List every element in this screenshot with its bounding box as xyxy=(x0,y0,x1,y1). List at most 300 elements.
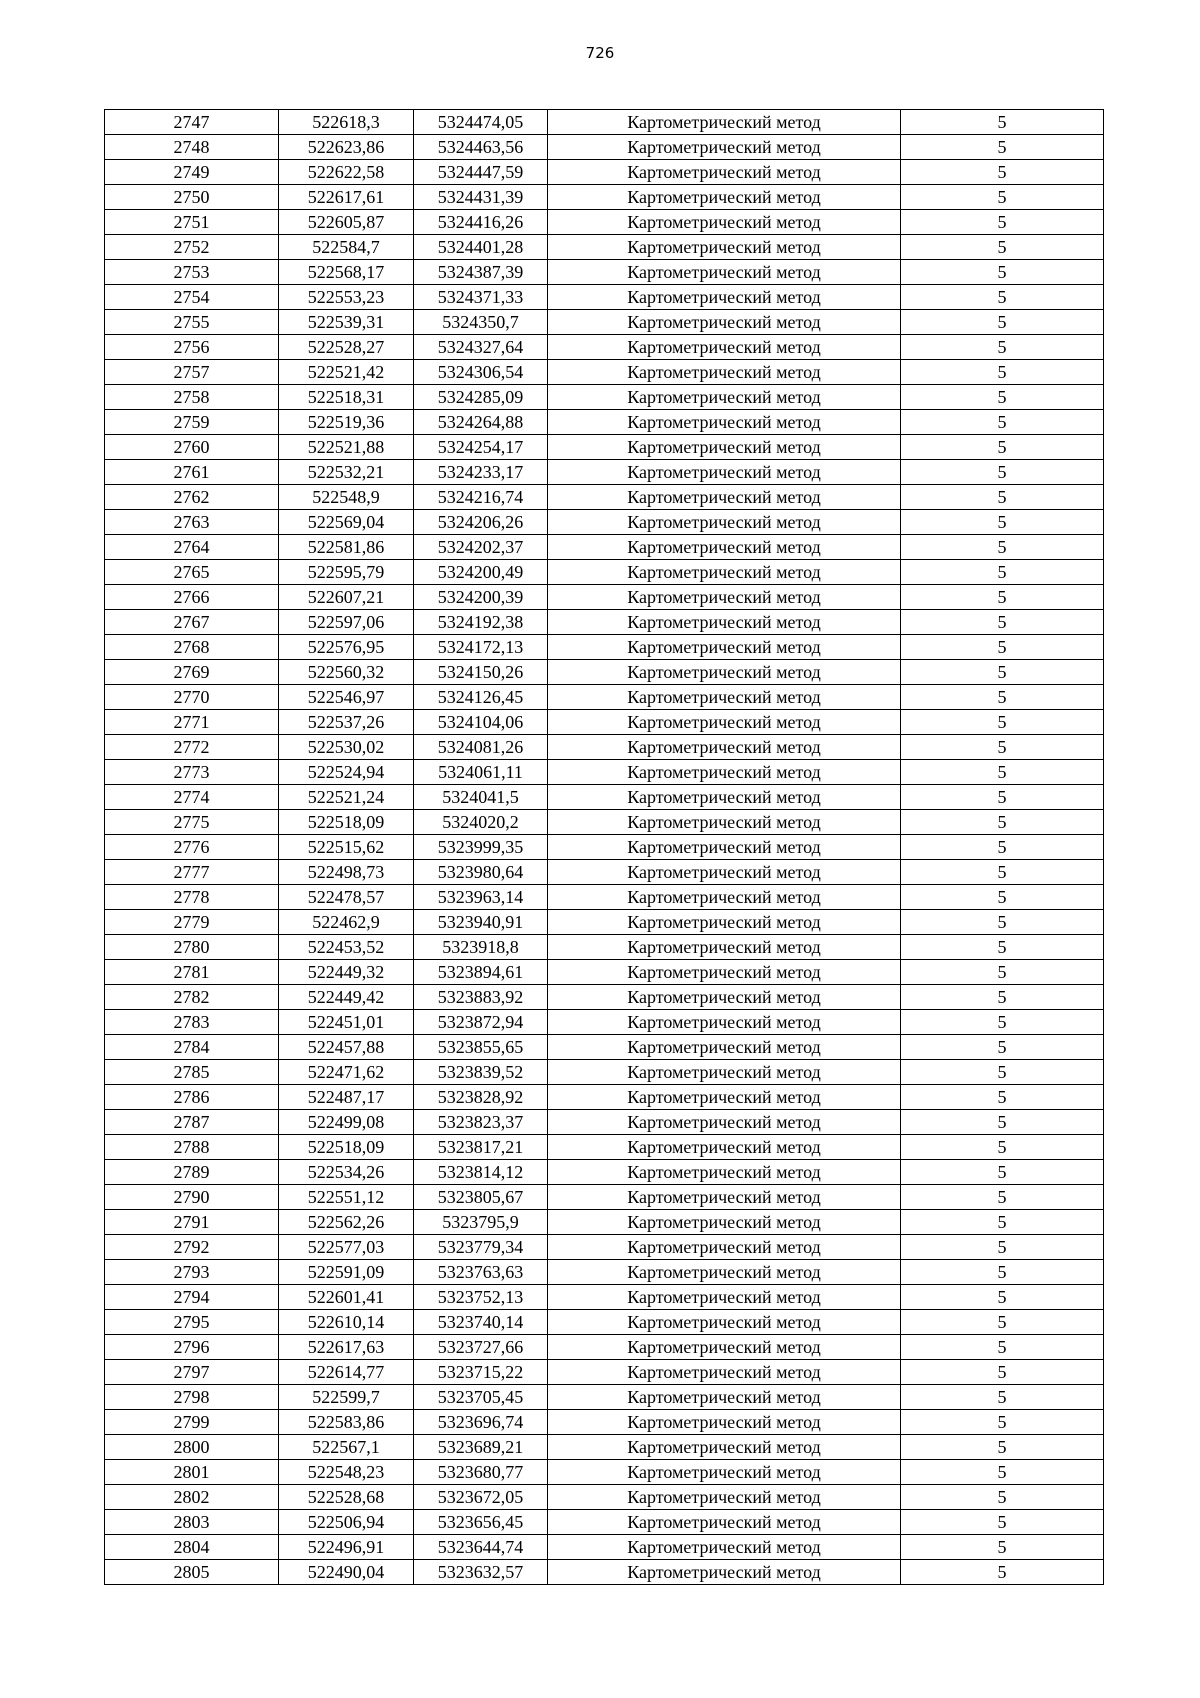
accuracy-cell: 5 xyxy=(901,635,1104,660)
method-cell: Картометрический метод xyxy=(548,1310,901,1335)
method-cell: Картометрический метод xyxy=(548,110,901,135)
table-row xyxy=(105,1135,1104,1160)
accuracy-cell: 5 xyxy=(901,785,1104,810)
table-row xyxy=(105,1285,1104,1310)
point-number-cell: 2780 xyxy=(105,935,279,960)
x-coordinate-cell: 522548,9 xyxy=(279,485,414,510)
method-cell: Картометрический метод xyxy=(548,1260,901,1285)
table-row xyxy=(105,1460,1104,1485)
y-coordinate-cell: 5324350,7 xyxy=(414,310,548,335)
y-coordinate-cell: 5324447,59 xyxy=(414,160,548,185)
point-number-cell: 2761 xyxy=(105,460,279,485)
x-coordinate-cell: 522490,04 xyxy=(279,1560,414,1585)
x-coordinate-cell: 522622,58 xyxy=(279,160,414,185)
point-number-cell: 2804 xyxy=(105,1535,279,1560)
point-number-cell: 2777 xyxy=(105,860,279,885)
table-row xyxy=(105,260,1104,285)
x-coordinate-cell: 522601,41 xyxy=(279,1285,414,1310)
table-row xyxy=(105,1260,1104,1285)
point-number-cell: 2750 xyxy=(105,185,279,210)
method-cell: Картометрический метод xyxy=(548,935,901,960)
table-row xyxy=(105,485,1104,510)
table-row xyxy=(105,560,1104,585)
point-number-cell: 2788 xyxy=(105,1135,279,1160)
method-cell: Картометрический метод xyxy=(548,885,901,910)
x-coordinate-cell: 522583,86 xyxy=(279,1410,414,1435)
accuracy-cell: 5 xyxy=(901,1110,1104,1135)
table-row xyxy=(105,135,1104,160)
method-cell: Картометрический метод xyxy=(548,1285,901,1310)
y-coordinate-cell: 5323696,74 xyxy=(414,1410,548,1435)
accuracy-cell: 5 xyxy=(901,260,1104,285)
method-cell: Картометрический метод xyxy=(548,835,901,860)
accuracy-cell: 5 xyxy=(901,135,1104,160)
x-coordinate-cell: 522449,32 xyxy=(279,960,414,985)
table-row xyxy=(105,1510,1104,1535)
table-row xyxy=(105,460,1104,485)
point-number-cell: 2752 xyxy=(105,235,279,260)
accuracy-cell: 5 xyxy=(901,960,1104,985)
method-cell: Картометрический метод xyxy=(548,1435,901,1460)
method-cell: Картометрический метод xyxy=(548,1560,901,1585)
y-coordinate-cell: 5324020,2 xyxy=(414,810,548,835)
y-coordinate-cell: 5323715,22 xyxy=(414,1360,548,1385)
y-coordinate-cell: 5323656,45 xyxy=(414,1510,548,1535)
table-row xyxy=(105,860,1104,885)
method-cell: Картометрический метод xyxy=(548,1360,901,1385)
y-coordinate-cell: 5323752,13 xyxy=(414,1285,548,1310)
y-coordinate-cell: 5324200,39 xyxy=(414,585,548,610)
table-row xyxy=(105,585,1104,610)
method-cell: Картометрический метод xyxy=(548,760,901,785)
x-coordinate-cell: 522569,04 xyxy=(279,510,414,535)
point-number-cell: 2776 xyxy=(105,835,279,860)
y-coordinate-cell: 5324061,11 xyxy=(414,760,548,785)
method-cell: Картометрический метод xyxy=(548,1135,901,1160)
table-row xyxy=(105,1410,1104,1435)
y-coordinate-cell: 5323805,67 xyxy=(414,1185,548,1210)
accuracy-cell: 5 xyxy=(901,185,1104,210)
x-coordinate-cell: 522605,87 xyxy=(279,210,414,235)
y-coordinate-cell: 5323883,92 xyxy=(414,985,548,1010)
table-row xyxy=(105,1310,1104,1335)
y-coordinate-cell: 5324206,26 xyxy=(414,510,548,535)
point-number-cell: 2791 xyxy=(105,1210,279,1235)
table-row xyxy=(105,735,1104,760)
table-row xyxy=(105,960,1104,985)
y-coordinate-cell: 5324264,88 xyxy=(414,410,548,435)
x-coordinate-cell: 522560,32 xyxy=(279,660,414,685)
method-cell: Картометрический метод xyxy=(548,1335,901,1360)
accuracy-cell: 5 xyxy=(901,1235,1104,1260)
method-cell: Картометрический метод xyxy=(548,385,901,410)
accuracy-cell: 5 xyxy=(901,1460,1104,1485)
x-coordinate-cell: 522553,23 xyxy=(279,285,414,310)
accuracy-cell: 5 xyxy=(901,1410,1104,1435)
x-coordinate-cell: 522581,86 xyxy=(279,535,414,560)
accuracy-cell: 5 xyxy=(901,1560,1104,1585)
x-coordinate-cell: 522539,31 xyxy=(279,310,414,335)
method-cell: Картометрический метод xyxy=(548,535,901,560)
method-cell: Картометрический метод xyxy=(548,410,901,435)
x-coordinate-cell: 522498,73 xyxy=(279,860,414,885)
y-coordinate-cell: 5324172,13 xyxy=(414,635,548,660)
accuracy-cell: 5 xyxy=(901,885,1104,910)
x-coordinate-cell: 522597,06 xyxy=(279,610,414,635)
point-number-cell: 2798 xyxy=(105,1385,279,1410)
accuracy-cell: 5 xyxy=(901,1185,1104,1210)
point-number-cell: 2762 xyxy=(105,485,279,510)
y-coordinate-cell: 5324387,39 xyxy=(414,260,548,285)
table-row xyxy=(105,785,1104,810)
accuracy-cell: 5 xyxy=(901,1285,1104,1310)
x-coordinate-cell: 522457,88 xyxy=(279,1035,414,1060)
point-number-cell: 2803 xyxy=(105,1510,279,1535)
y-coordinate-cell: 5324306,54 xyxy=(414,360,548,385)
x-coordinate-cell: 522506,94 xyxy=(279,1510,414,1535)
y-coordinate-cell: 5323689,21 xyxy=(414,1435,548,1460)
y-coordinate-cell: 5324200,49 xyxy=(414,560,548,585)
method-cell: Картометрический метод xyxy=(548,1535,901,1560)
accuracy-cell: 5 xyxy=(901,860,1104,885)
y-coordinate-cell: 5323632,57 xyxy=(414,1560,548,1585)
y-coordinate-cell: 5323999,35 xyxy=(414,835,548,860)
x-coordinate-cell: 522584,7 xyxy=(279,235,414,260)
x-coordinate-cell: 522530,02 xyxy=(279,735,414,760)
point-number-cell: 2748 xyxy=(105,135,279,160)
method-cell: Картометрический метод xyxy=(548,185,901,210)
method-cell: Картометрический метод xyxy=(548,135,901,160)
accuracy-cell: 5 xyxy=(901,810,1104,835)
accuracy-cell: 5 xyxy=(901,910,1104,935)
point-number-cell: 2782 xyxy=(105,985,279,1010)
point-number-cell: 2758 xyxy=(105,385,279,410)
y-coordinate-cell: 5323894,61 xyxy=(414,960,548,985)
table-row xyxy=(105,1335,1104,1360)
accuracy-cell: 5 xyxy=(901,835,1104,860)
table-row xyxy=(105,360,1104,385)
point-number-cell: 2773 xyxy=(105,760,279,785)
table-row xyxy=(105,885,1104,910)
accuracy-cell: 5 xyxy=(901,1135,1104,1160)
accuracy-cell: 5 xyxy=(901,560,1104,585)
y-coordinate-cell: 5324327,64 xyxy=(414,335,548,360)
accuracy-cell: 5 xyxy=(901,1260,1104,1285)
accuracy-cell: 5 xyxy=(901,1310,1104,1335)
accuracy-cell: 5 xyxy=(901,985,1104,1010)
x-coordinate-cell: 522528,27 xyxy=(279,335,414,360)
accuracy-cell: 5 xyxy=(901,1010,1104,1035)
accuracy-cell: 5 xyxy=(901,1360,1104,1385)
accuracy-cell: 5 xyxy=(901,1085,1104,1110)
accuracy-cell: 5 xyxy=(901,1060,1104,1085)
accuracy-cell: 5 xyxy=(901,1385,1104,1410)
point-number-cell: 2763 xyxy=(105,510,279,535)
point-number-cell: 2787 xyxy=(105,1110,279,1135)
point-number-cell: 2770 xyxy=(105,685,279,710)
point-number-cell: 2760 xyxy=(105,435,279,460)
method-cell: Картометрический метод xyxy=(548,285,901,310)
table-row xyxy=(105,685,1104,710)
method-cell: Картометрический метод xyxy=(548,735,901,760)
y-coordinate-cell: 5323855,65 xyxy=(414,1035,548,1060)
accuracy-cell: 5 xyxy=(901,935,1104,960)
method-cell: Картометрический метод xyxy=(548,485,901,510)
point-number-cell: 2802 xyxy=(105,1485,279,1510)
method-cell: Картометрический метод xyxy=(548,785,901,810)
table-row xyxy=(105,1110,1104,1135)
y-coordinate-cell: 5323680,77 xyxy=(414,1460,548,1485)
page-number: 726 xyxy=(585,44,615,62)
table-row xyxy=(105,1010,1104,1035)
method-cell: Картометрический метод xyxy=(548,685,901,710)
table-row xyxy=(105,635,1104,660)
method-cell: Картометрический метод xyxy=(548,1060,901,1085)
x-coordinate-cell: 522576,95 xyxy=(279,635,414,660)
method-cell: Картометрический метод xyxy=(548,1035,901,1060)
method-cell: Картометрический метод xyxy=(548,1510,901,1535)
x-coordinate-cell: 522546,97 xyxy=(279,685,414,710)
y-coordinate-cell: 5324081,26 xyxy=(414,735,548,760)
x-coordinate-cell: 522591,09 xyxy=(279,1260,414,1285)
method-cell: Картометрический метод xyxy=(548,310,901,335)
y-coordinate-cell: 5323672,05 xyxy=(414,1485,548,1510)
y-coordinate-cell: 5324216,74 xyxy=(414,485,548,510)
point-number-cell: 2805 xyxy=(105,1560,279,1585)
point-number-cell: 2759 xyxy=(105,410,279,435)
table-row xyxy=(105,660,1104,685)
point-number-cell: 2790 xyxy=(105,1185,279,1210)
y-coordinate-cell: 5323839,52 xyxy=(414,1060,548,1085)
x-coordinate-cell: 522532,21 xyxy=(279,460,414,485)
coordinates-table-body xyxy=(105,110,1104,1585)
accuracy-cell: 5 xyxy=(901,335,1104,360)
point-number-cell: 2769 xyxy=(105,660,279,685)
point-number-cell: 2785 xyxy=(105,1060,279,1085)
accuracy-cell: 5 xyxy=(901,360,1104,385)
point-number-cell: 2767 xyxy=(105,610,279,635)
method-cell: Картометрический метод xyxy=(548,960,901,985)
accuracy-cell: 5 xyxy=(901,610,1104,635)
x-coordinate-cell: 522449,42 xyxy=(279,985,414,1010)
table-row xyxy=(105,910,1104,935)
accuracy-cell: 5 xyxy=(901,435,1104,460)
accuracy-cell: 5 xyxy=(901,1160,1104,1185)
accuracy-cell: 5 xyxy=(901,1535,1104,1560)
y-coordinate-cell: 5323795,9 xyxy=(414,1210,548,1235)
y-coordinate-cell: 5324192,38 xyxy=(414,610,548,635)
x-coordinate-cell: 522451,01 xyxy=(279,1010,414,1035)
point-number-cell: 2789 xyxy=(105,1160,279,1185)
x-coordinate-cell: 522614,77 xyxy=(279,1360,414,1385)
y-coordinate-cell: 5324202,37 xyxy=(414,535,548,560)
table-row xyxy=(105,1235,1104,1260)
x-coordinate-cell: 522487,17 xyxy=(279,1085,414,1110)
point-number-cell: 2778 xyxy=(105,885,279,910)
point-number-cell: 2784 xyxy=(105,1035,279,1060)
x-coordinate-cell: 522521,42 xyxy=(279,360,414,385)
x-coordinate-cell: 522499,08 xyxy=(279,1110,414,1135)
y-coordinate-cell: 5323918,8 xyxy=(414,935,548,960)
coordinates-table xyxy=(104,109,1104,1585)
table-row xyxy=(105,1385,1104,1410)
point-number-cell: 2749 xyxy=(105,160,279,185)
method-cell: Картометрический метод xyxy=(548,1235,901,1260)
y-coordinate-cell: 5323814,12 xyxy=(414,1160,548,1185)
point-number-cell: 2796 xyxy=(105,1335,279,1360)
table-row xyxy=(105,410,1104,435)
method-cell: Картометрический метод xyxy=(548,910,901,935)
point-number-cell: 2753 xyxy=(105,260,279,285)
y-coordinate-cell: 5323740,14 xyxy=(414,1310,548,1335)
method-cell: Картометрический метод xyxy=(548,160,901,185)
table-row xyxy=(105,1185,1104,1210)
x-coordinate-cell: 522610,14 xyxy=(279,1310,414,1335)
point-number-cell: 2799 xyxy=(105,1410,279,1435)
accuracy-cell: 5 xyxy=(901,1335,1104,1360)
method-cell: Картометрический метод xyxy=(548,1460,901,1485)
x-coordinate-cell: 522496,91 xyxy=(279,1535,414,1560)
table-row xyxy=(105,185,1104,210)
accuracy-cell: 5 xyxy=(901,485,1104,510)
method-cell: Картометрический метод xyxy=(548,810,901,835)
method-cell: Картометрический метод xyxy=(548,710,901,735)
method-cell: Картометрический метод xyxy=(548,1210,901,1235)
y-coordinate-cell: 5324285,09 xyxy=(414,385,548,410)
y-coordinate-cell: 5324401,28 xyxy=(414,235,548,260)
accuracy-cell: 5 xyxy=(901,460,1104,485)
x-coordinate-cell: 522515,62 xyxy=(279,835,414,860)
accuracy-cell: 5 xyxy=(901,1210,1104,1235)
accuracy-cell: 5 xyxy=(901,1435,1104,1460)
method-cell: Картометрический метод xyxy=(548,1010,901,1035)
x-coordinate-cell: 522617,61 xyxy=(279,185,414,210)
y-coordinate-cell: 5323727,66 xyxy=(414,1335,548,1360)
method-cell: Картометрический метод xyxy=(548,210,901,235)
accuracy-cell: 5 xyxy=(901,285,1104,310)
table-row xyxy=(105,535,1104,560)
method-cell: Картометрический метод xyxy=(548,335,901,360)
point-number-cell: 2757 xyxy=(105,360,279,385)
point-number-cell: 2781 xyxy=(105,960,279,985)
x-coordinate-cell: 522599,7 xyxy=(279,1385,414,1410)
table-row xyxy=(105,1085,1104,1110)
point-number-cell: 2747 xyxy=(105,110,279,135)
x-coordinate-cell: 522453,52 xyxy=(279,935,414,960)
x-coordinate-cell: 522518,31 xyxy=(279,385,414,410)
table-row xyxy=(105,385,1104,410)
y-coordinate-cell: 5323779,34 xyxy=(414,1235,548,1260)
method-cell: Картометрический метод xyxy=(548,1485,901,1510)
x-coordinate-cell: 522577,03 xyxy=(279,1235,414,1260)
point-number-cell: 2771 xyxy=(105,710,279,735)
table-row xyxy=(105,1160,1104,1185)
method-cell: Картометрический метод xyxy=(548,460,901,485)
method-cell: Картометрический метод xyxy=(548,560,901,585)
table-row xyxy=(105,610,1104,635)
table-row xyxy=(105,285,1104,310)
x-coordinate-cell: 522521,24 xyxy=(279,785,414,810)
method-cell: Картометрический метод xyxy=(548,985,901,1010)
x-coordinate-cell: 522623,86 xyxy=(279,135,414,160)
accuracy-cell: 5 xyxy=(901,1510,1104,1535)
y-coordinate-cell: 5324150,26 xyxy=(414,660,548,685)
y-coordinate-cell: 5324104,06 xyxy=(414,710,548,735)
method-cell: Картометрический метод xyxy=(548,235,901,260)
x-coordinate-cell: 522562,26 xyxy=(279,1210,414,1235)
accuracy-cell: 5 xyxy=(901,760,1104,785)
table-row xyxy=(105,110,1104,135)
point-number-cell: 2792 xyxy=(105,1235,279,1260)
accuracy-cell: 5 xyxy=(901,510,1104,535)
point-number-cell: 2756 xyxy=(105,335,279,360)
point-number-cell: 2786 xyxy=(105,1085,279,1110)
accuracy-cell: 5 xyxy=(901,410,1104,435)
table-row xyxy=(105,310,1104,335)
x-coordinate-cell: 522568,17 xyxy=(279,260,414,285)
table-row xyxy=(105,935,1104,960)
point-number-cell: 2765 xyxy=(105,560,279,585)
point-number-cell: 2774 xyxy=(105,785,279,810)
point-number-cell: 2783 xyxy=(105,1010,279,1035)
y-coordinate-cell: 5323872,94 xyxy=(414,1010,548,1035)
y-coordinate-cell: 5323828,92 xyxy=(414,1085,548,1110)
point-number-cell: 2801 xyxy=(105,1460,279,1485)
accuracy-cell: 5 xyxy=(901,310,1104,335)
point-number-cell: 2797 xyxy=(105,1360,279,1385)
point-number-cell: 2775 xyxy=(105,810,279,835)
point-number-cell: 2751 xyxy=(105,210,279,235)
method-cell: Картометрический метод xyxy=(548,1385,901,1410)
accuracy-cell: 5 xyxy=(901,1035,1104,1060)
point-number-cell: 2794 xyxy=(105,1285,279,1310)
table-row xyxy=(105,985,1104,1010)
method-cell: Картометрический метод xyxy=(548,1185,901,1210)
table-row xyxy=(105,1210,1104,1235)
accuracy-cell: 5 xyxy=(901,1485,1104,1510)
method-cell: Картометрический метод xyxy=(548,860,901,885)
x-coordinate-cell: 522519,36 xyxy=(279,410,414,435)
table-row xyxy=(105,160,1104,185)
point-number-cell: 2766 xyxy=(105,585,279,610)
x-coordinate-cell: 522462,9 xyxy=(279,910,414,935)
y-coordinate-cell: 5324431,39 xyxy=(414,185,548,210)
accuracy-cell: 5 xyxy=(901,110,1104,135)
point-number-cell: 2772 xyxy=(105,735,279,760)
table-row xyxy=(105,335,1104,360)
accuracy-cell: 5 xyxy=(901,210,1104,235)
point-number-cell: 2800 xyxy=(105,1435,279,1460)
point-number-cell: 2764 xyxy=(105,535,279,560)
table-row xyxy=(105,1435,1104,1460)
x-coordinate-cell: 522617,63 xyxy=(279,1335,414,1360)
table-row xyxy=(105,1535,1104,1560)
table-row xyxy=(105,1485,1104,1510)
y-coordinate-cell: 5324463,56 xyxy=(414,135,548,160)
x-coordinate-cell: 522518,09 xyxy=(279,1135,414,1160)
y-coordinate-cell: 5324126,45 xyxy=(414,685,548,710)
x-coordinate-cell: 522567,1 xyxy=(279,1435,414,1460)
point-number-cell: 2768 xyxy=(105,635,279,660)
x-coordinate-cell: 522537,26 xyxy=(279,710,414,735)
accuracy-cell: 5 xyxy=(901,735,1104,760)
x-coordinate-cell: 522521,88 xyxy=(279,435,414,460)
table-row xyxy=(105,760,1104,785)
table-row xyxy=(105,1560,1104,1585)
y-coordinate-cell: 5323940,91 xyxy=(414,910,548,935)
table-row xyxy=(105,835,1104,860)
x-coordinate-cell: 522607,21 xyxy=(279,585,414,610)
